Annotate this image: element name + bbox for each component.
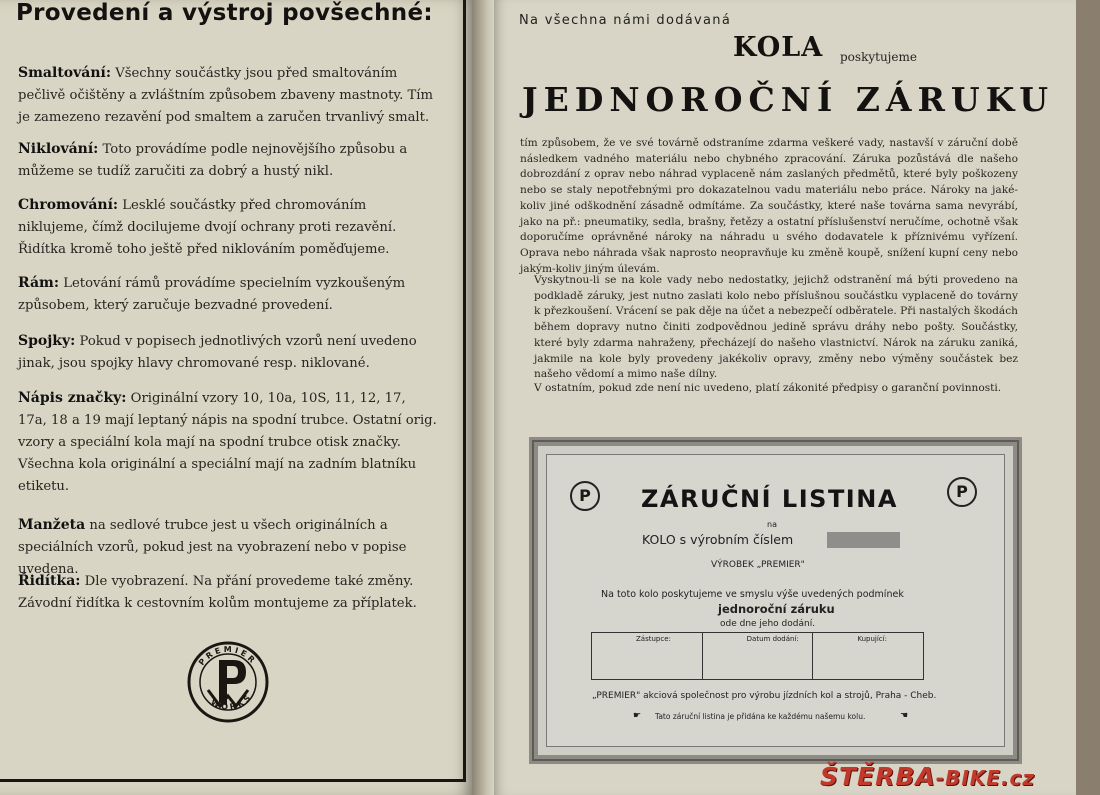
kupujici-cell: Kupující: [857,635,887,643]
signature-table [591,632,924,680]
certificate-line-2: jednoroční záruku [718,602,835,616]
left-page [0,0,472,795]
book-gutter [472,0,494,795]
paragraph-2: Vyskytnou-li se na kole vady nebo nedostatky, jejichž odstranění má býti provedeno na podkladě záruky, jest nutno zaslati kolo nebo příslušnou součástku vyplaceně do továrny k přezkoušení. Vrácení se pak děje na účet a nebezpečí odběratele. Při nastalých škodách během dopravy nutno činiti zodpovědnou jedině správu dráhy nebo pošty. Součástky, které byly zdarma nahraženy, přecházejí do našeho vlastnictví. Nárok na záruku zaniká, jakmile na kole byly provedeny jakékoliv opravy, změny nebo výměny součástek bez našeho vědomí a mimo naše dílny. [534,274,1018,381]
entry-spojky: Spojky: Pokud v popisech jednotlivých vzorů není uvedeno jinak, jsou spojky hlavy chromované resp. niklované. [18,333,417,371]
intro-line: Na všechna námi dodávaná [519,13,732,28]
datum-dodani-cell: Datum dodání: [703,633,814,679]
certificate-note: Tato záruční listina je přidána ke každému našemu kolu. [655,712,866,721]
pointing-hand-left-icon: ☛ [633,711,642,721]
certificate-line-1: Na toto kolo poskytujeme ve smyslu výše uvedených podmínek [601,589,904,600]
paragraph-1: tím způsobem, že ve své továrně odstraníme zdarma veškeré vady, nastavší v záruční době následkem vadného materiálu nebo chybného zpracování. Záruka pozůstává dle našeho dobrozdání z oprav nebo náhrad vyplaceně nám zaslaných předmětů, které byly poškozeny nebo se staly nepotřebnými pro dokazatelnou vadu materiálu nebo práce. Nároky na jaké-koliv jiné odškodnění zásadně odmítáme. Za součástky, které naše továrna sama nevyrábí, jako na př.: pneumatiky, sedla, brašny, řetězy a ostatní příslušenství neručíme, ochotně však doporučíme oprávněné nároky na náhradu u svého dodavatele k příznivému vyřízení. Oprava nebo náhrada však naprosto neopravňuje ku změně koupě, snížení kupní ceny nebo jakým-koliv jiným úlevám. [520,137,1018,275]
pointing-hand-right-icon: ☚ [900,711,909,721]
watermark: ŠTĚRBA-BIKE.cz [820,762,1036,791]
entry-napis-znacky: Nápis značky: Originální vzory 10, 10a, 10S, 11, 12, 17, 17a, 18 a 19 mají leptaný nápis na spodní trubce. Ostatní orig. vzory a speciální kola mají na spodní trubce otisk značky. Všechna kola originální a speciální mají na zadním blatníku etiketu. [18,390,437,494]
entry-niklovani: Niklování: Toto provádíme podle nejnovějšího způsobu a můžeme se tudíž zaručiti za dobrý a hustý nikl. [18,141,408,179]
entry-chromovani: Chromování: Lesklé součástky před chromováním niklujeme, čímž docilujeme dvojí ochrany proti rezavění. Řidítka kromě toho ještě před niklováním poměďujeme. [18,197,397,257]
certificate-line-3: ode dne jeho dodání. [720,619,816,629]
premier-works-logo [186,640,270,728]
entry-riditka: Řidítka: Dle vyobrazení. Na přání provedeme také změny. Závodní řidítka k cestovním kolům montujeme za příplatek. [18,573,417,611]
certificate-kola-line: KOLO s výrobním číslem [642,532,794,547]
svg-text:P R E M I E R: P R E M I E R [197,644,257,668]
kola-subheading: poskytujeme [840,50,917,64]
certificate-product: VÝROBEK „PREMIER" [711,560,805,570]
entry-manzeta: Manžeta na sedlové trubce jest u všech originálních a speciálních vzorů, pokud jest na vyobrazení nebo v popise uvedena. [18,517,407,577]
serial-number-field [827,532,900,548]
premier-emblem-right: P [947,477,977,507]
warranty-title: JEDNOROČNÍ ZÁRUKU [522,80,1054,119]
entry-ram: Rám: Letování rámů provádíme specielním vyzkoušeným způsobem, který zaručuje bezvadné provedení. [18,275,406,313]
svg-text:W O R K S: W O R K S [209,693,253,712]
zastupce-cell: Zástupce: [592,633,703,679]
premier-emblem-left: P [570,481,600,511]
entry-smaltovani: Smaltování: Všechny součástky jsou před smaltováním pečlivě očištěny a zvláštním způsobem zbaveny mastnoty. Tím je zamezeno rezavění pod smaltem a zaručen trvanlivý smalt. [18,65,434,125]
paragraph-3: V ostatním, pokud zde není nic uvedeno, platí zákonité předpisy o garanční povinnosti. [534,382,1002,394]
certificate-na: na [767,520,777,529]
certificate-company: „PREMIER" akciová společnost pro výrobu jízdních kol a strojů, Praha - Cheb. [592,691,937,701]
page-edge [1076,0,1100,795]
kola-heading: KOLA [733,32,824,63]
certificate-title: ZÁRUČNÍ LISTINA [641,485,898,513]
left-heading: Provedení a výstroj povšechné: [16,0,433,26]
